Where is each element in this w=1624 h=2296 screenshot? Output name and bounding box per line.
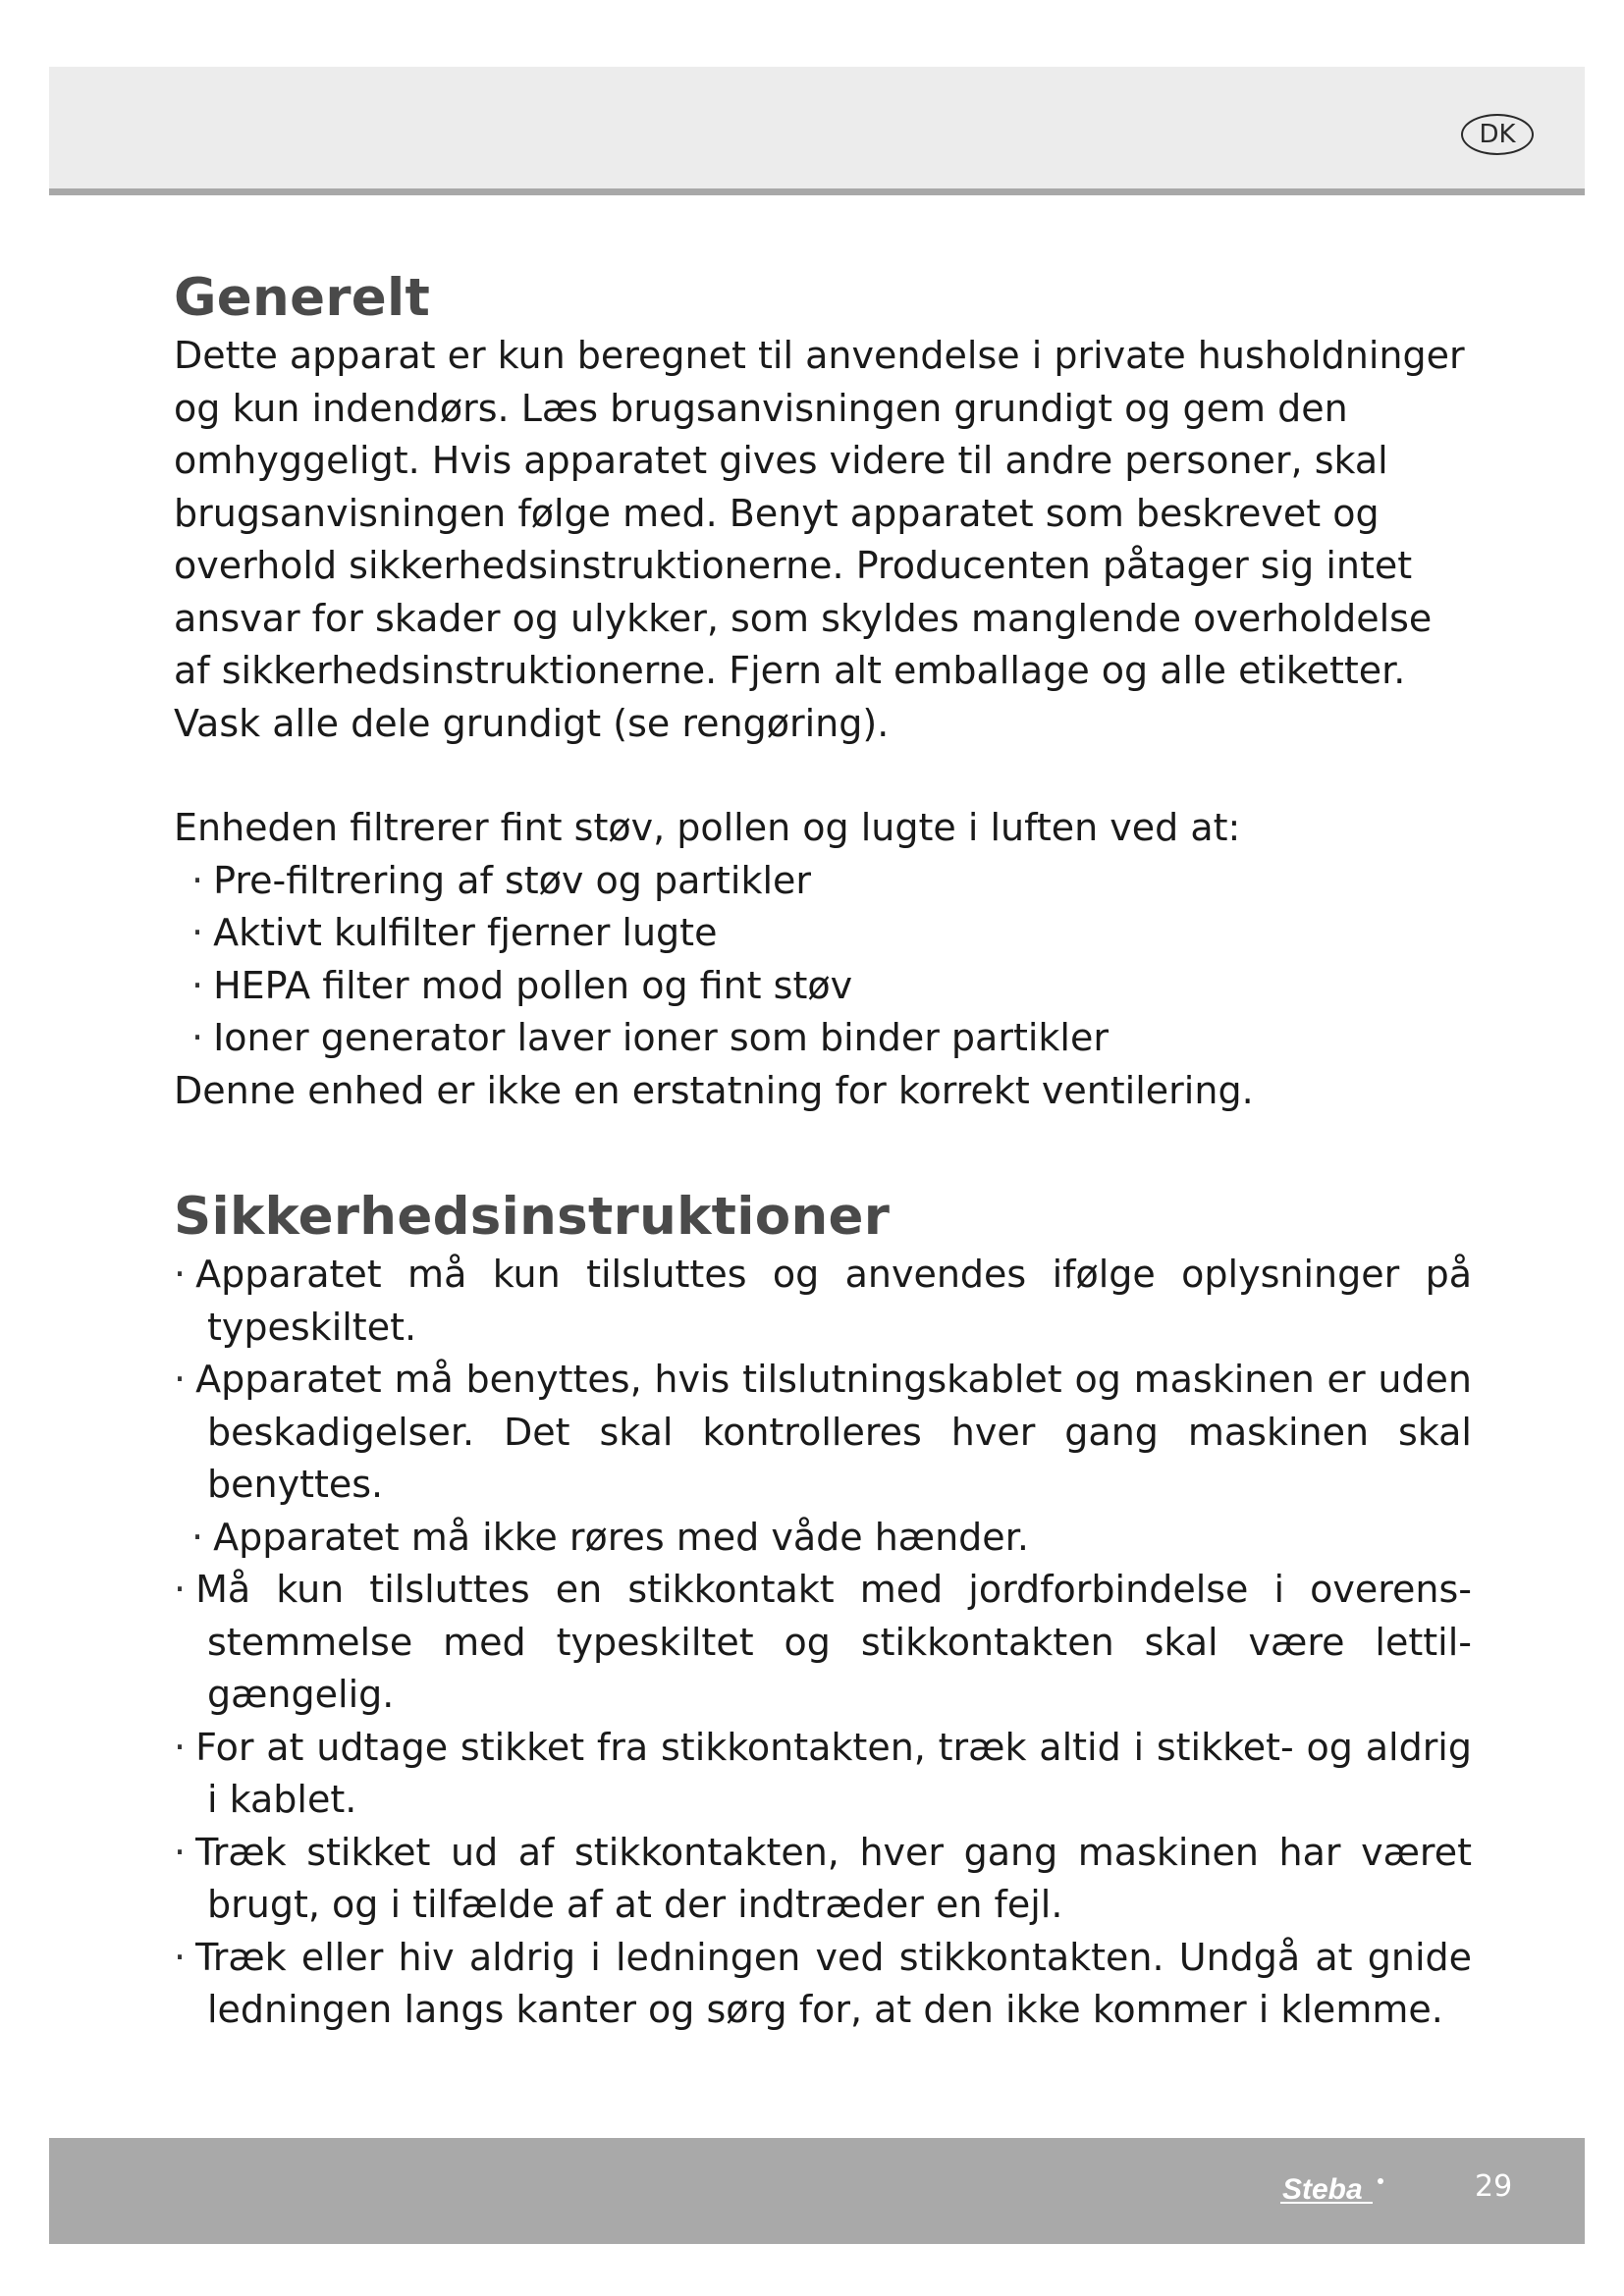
list-item: · Ioner generator laver ioner som binder partikler [191,1016,1109,1059]
list-item: · Apparatet må kun tilsluttes og anvendes ifølge oplysninger på typeskiltet. [174,1253,1472,1349]
language-badge: DK [1461,114,1534,155]
page-number: 29 [1475,2169,1513,2204]
svg-text:Steba: Steba [1282,2173,1363,2206]
list-item: · Træk eller hiv aldrig i ledningen ved stikkontakten. Undgå at gnide ledningen langs kanter og sørg for, at den ikke kommer i klemme. [174,1935,1472,2031]
page-content [174,267,1472,2037]
ventilation-note: Denne enhed er ikke en erstatning for korrekt ventilering. [174,1068,1254,1112]
general-paragraph: Dette apparat er kun beregnet til anvendelse i private husholdninger og kun indendørs. Læs brugsanvisningen grundigt og gem den omhyggeligt. Hvis apparatet gives videre til andre personer, skal brugsanvisningen følge med. Benyt apparatet som beskrevet og overhold sikkerhedsinstruktionerne. Producenten påtager sig intet ansvar for skader og ulykker, som skyldes manglende overholdelse af sikkerhedsinstruktionerne. Fjern alt emballage og alle etiketter. Vask alle dele grundigt (se rengøring). [174,334,1465,745]
list-item: · Træk stikket ud af stikkontakten, hver gang maskinen har været brugt, og i tilfælde af at der indtræder en fejl. [174,1830,1472,1926]
list-item: · Pre-filtrering af støv og partikler [191,858,812,902]
page-footer-band [49,2138,1585,2244]
feature-list [174,855,1472,1065]
page-header-band [49,67,1585,195]
list-item: · Må kun tilsluttes en stikkontakt med jordforbindelse i overensstemmelse med typeskiltet og stikkontakten skal være lettilgængelig. [174,1568,1472,1716]
safety-list [174,1249,1472,2037]
list-item: · For at udtage stikket fra stikkontakten, træk altid i stikket- og aldrig i kablet. [174,1725,1472,1821]
list-item: · Apparatet må ikke røres med våde hænder. [191,1515,1029,1559]
filter-intro: Enheden filtrerer fint støv, pollen og lugte i luften ved at: [174,806,1241,849]
steba-logo-icon [1278,2171,1435,2211]
section-heading-general: Generelt [174,268,431,328]
list-item: · Apparatet må benyttes, hvis tilslutningskablet og maskinen er uden beskadigelser. Det skal kontrolleres hver gang maskinen skal benyttes. [174,1358,1472,1506]
list-item: · HEPA filter mod pollen og fint støv [191,963,853,1007]
list-item: · Aktivt kulfilter fjerner lugte [191,911,718,954]
section-heading-safety: Sikkerhedsinstruktioner [174,1187,891,1247]
